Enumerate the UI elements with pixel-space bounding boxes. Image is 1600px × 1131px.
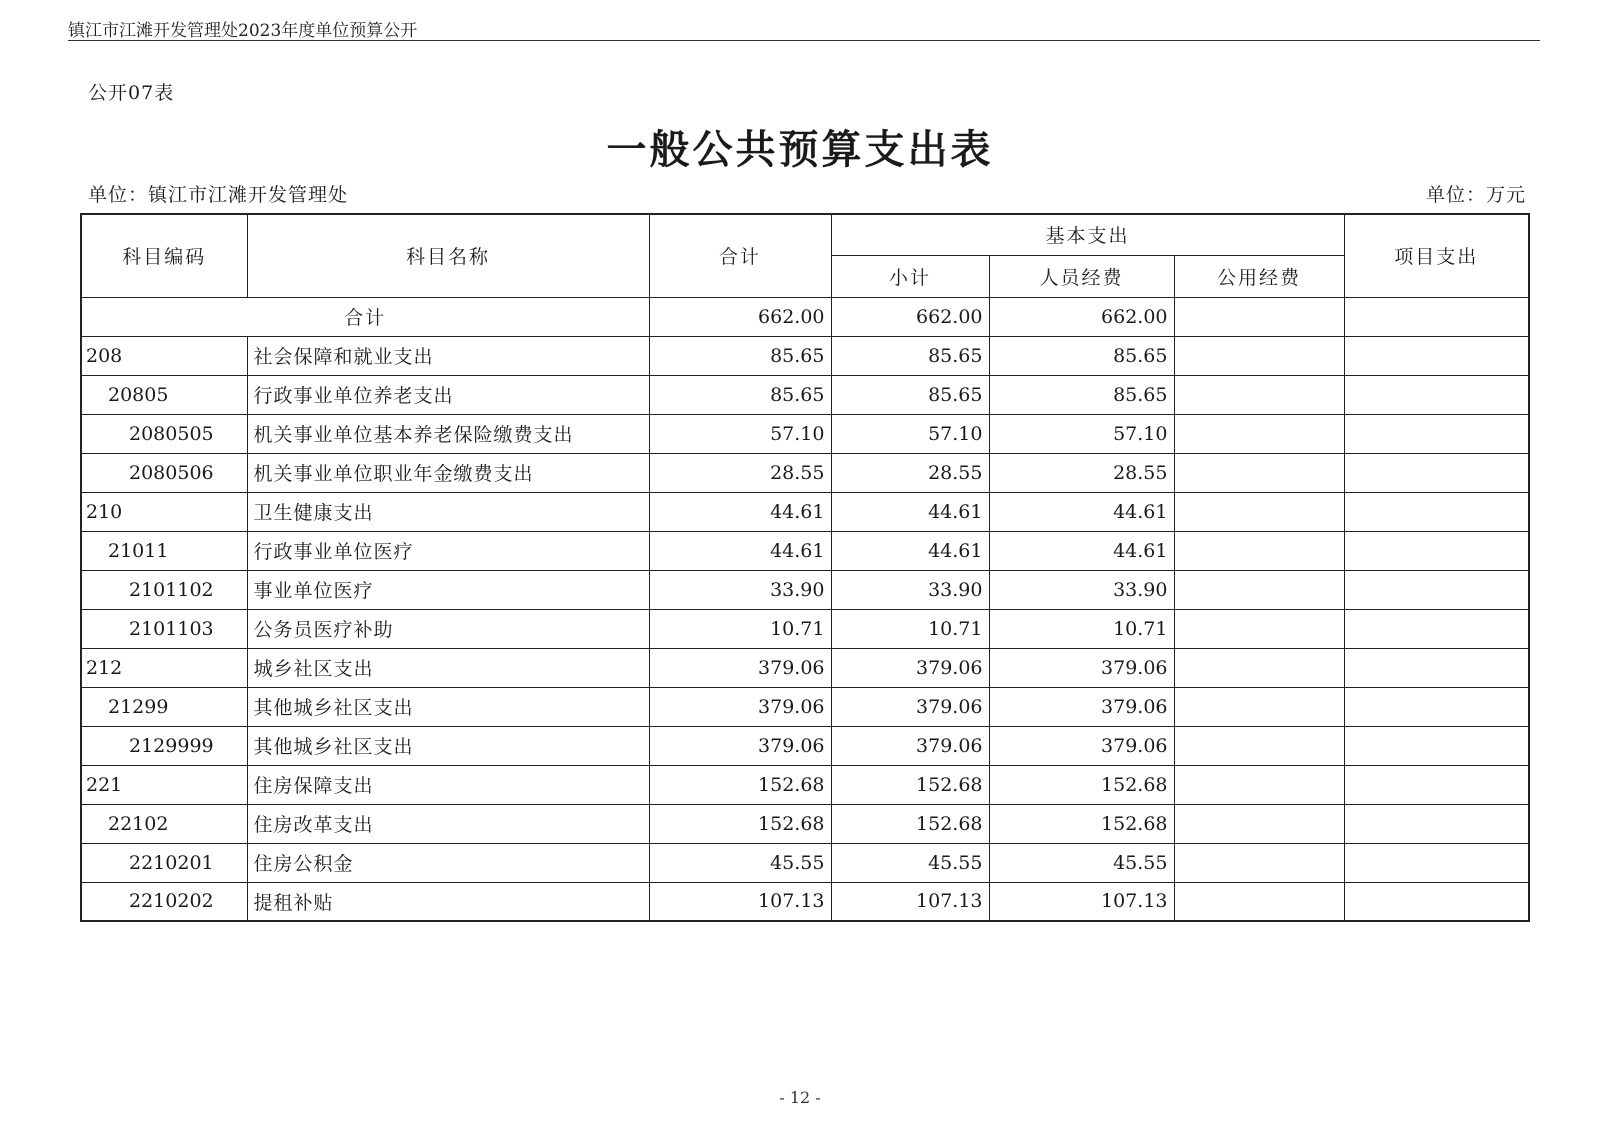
cell-subtotal: 57.10: [831, 414, 989, 453]
cell-personnel: 57.10: [989, 414, 1174, 453]
cell-name: 机关事业单位职业年金缴费支出: [247, 453, 649, 492]
budget-expenditure-table: [80, 213, 1530, 922]
cell-code: 2210201: [81, 843, 247, 882]
cell-name: 机关事业单位基本养老保险缴费支出: [247, 414, 649, 453]
cell-public: [1174, 648, 1344, 687]
cell-total: 28.55: [649, 453, 831, 492]
cell-public: [1174, 336, 1344, 375]
cell-public: [1174, 531, 1344, 570]
cell-subtotal: 152.68: [831, 765, 989, 804]
cell-total: 44.61: [649, 492, 831, 531]
cell-total: 33.90: [649, 570, 831, 609]
cell-code: 208: [81, 336, 247, 375]
table-row: [81, 531, 1529, 570]
cell-name: 城乡社区支出: [247, 648, 649, 687]
cell-personnel: 152.68: [989, 765, 1174, 804]
cell-total: 85.65: [649, 336, 831, 375]
cell-project: [1344, 570, 1529, 609]
cell-personnel: 44.61: [989, 492, 1174, 531]
header-public: 公用经费: [1174, 255, 1344, 297]
header-name: 科目名称: [247, 214, 649, 297]
cell-total: 57.10: [649, 414, 831, 453]
cell-public: [1174, 492, 1344, 531]
cell-total: 44.61: [649, 531, 831, 570]
table-row: [81, 687, 1529, 726]
cell-total: 152.68: [649, 804, 831, 843]
header-personnel: 人员经费: [989, 255, 1174, 297]
cell-code: 2080506: [81, 453, 247, 492]
cell-total: 379.06: [649, 648, 831, 687]
cell-name: 行政事业单位医疗: [247, 531, 649, 570]
unit-label: 单位：镇江市江滩开发管理处: [88, 184, 349, 206]
cell-personnel: 45.55: [989, 843, 1174, 882]
header-project: 项目支出: [1344, 214, 1529, 297]
table-row: [81, 609, 1529, 648]
cell-total: 152.68: [649, 765, 831, 804]
cell-personnel: 662.00: [989, 297, 1174, 336]
cell-name: 提租补贴: [247, 882, 649, 921]
cell-project: [1344, 609, 1529, 648]
table-row: [81, 648, 1529, 687]
page-number: - 12 -: [779, 1088, 821, 1107]
cell-subtotal: 44.61: [831, 492, 989, 531]
page-title: 一般公共预算支出表: [606, 126, 994, 173]
cell-code: 221: [81, 765, 247, 804]
cell-subtotal: 379.06: [831, 648, 989, 687]
cell-public: [1174, 375, 1344, 414]
cell-subtotal: 662.00: [831, 297, 989, 336]
cell-subtotal: 44.61: [831, 531, 989, 570]
cell-public: [1174, 297, 1344, 336]
cell-project: [1344, 804, 1529, 843]
cell-subtotal: 379.06: [831, 726, 989, 765]
cell-personnel: 107.13: [989, 882, 1174, 921]
cell-code: 212: [81, 648, 247, 687]
cell-project: [1344, 375, 1529, 414]
header-total: 合计: [649, 214, 831, 297]
cell-name: 行政事业单位养老支出: [247, 375, 649, 414]
cell-project: [1344, 336, 1529, 375]
table-row: [81, 804, 1529, 843]
cell-personnel: 152.68: [989, 804, 1174, 843]
cell-public: [1174, 453, 1344, 492]
cell-code: 20805: [81, 375, 247, 414]
cell-project: [1344, 882, 1529, 921]
cell-project: [1344, 687, 1529, 726]
table-row: [81, 414, 1529, 453]
cell-name: 住房公积金: [247, 843, 649, 882]
cell-code: 2101102: [81, 570, 247, 609]
cell-public: [1174, 414, 1344, 453]
header-subtotal: 小计: [831, 255, 989, 297]
cell-project: [1344, 492, 1529, 531]
cell-code: 21299: [81, 687, 247, 726]
cell-total: 662.00: [649, 297, 831, 336]
cell-total: 107.13: [649, 882, 831, 921]
cell-public: [1174, 765, 1344, 804]
cell-code: 22102: [81, 804, 247, 843]
currency-unit-label: 单位：万元: [1425, 184, 1526, 206]
cell-public: [1174, 843, 1344, 882]
table-row: [81, 843, 1529, 882]
table-code: 公开07表: [88, 82, 175, 104]
cell-personnel: 44.61: [989, 531, 1174, 570]
cell-personnel: 379.06: [989, 648, 1174, 687]
cell-code: 2210202: [81, 882, 247, 921]
cell-subtotal: 28.55: [831, 453, 989, 492]
total-label: 合计: [81, 297, 649, 336]
cell-project: [1344, 531, 1529, 570]
cell-code: 21011: [81, 531, 247, 570]
cell-project: [1344, 297, 1529, 336]
cell-subtotal: 10.71: [831, 609, 989, 648]
cell-public: [1174, 726, 1344, 765]
cell-name: 公务员医疗补助: [247, 609, 649, 648]
total-row: [81, 297, 1529, 336]
cell-code: 2129999: [81, 726, 247, 765]
cell-personnel: 379.06: [989, 687, 1174, 726]
cell-project: [1344, 648, 1529, 687]
table-row: [81, 882, 1529, 921]
cell-subtotal: 85.65: [831, 375, 989, 414]
header-code: 科目编码: [81, 214, 247, 297]
cell-personnel: 28.55: [989, 453, 1174, 492]
cell-personnel: 85.65: [989, 375, 1174, 414]
cell-total: 379.06: [649, 726, 831, 765]
cell-total: 45.55: [649, 843, 831, 882]
header-basic: 基本支出: [831, 214, 1344, 255]
cell-public: [1174, 882, 1344, 921]
table-row: [81, 765, 1529, 804]
cell-project: [1344, 726, 1529, 765]
cell-subtotal: 152.68: [831, 804, 989, 843]
cell-subtotal: 45.55: [831, 843, 989, 882]
cell-total: 85.65: [649, 375, 831, 414]
cell-subtotal: 107.13: [831, 882, 989, 921]
cell-subtotal: 33.90: [831, 570, 989, 609]
header-rule: [68, 40, 1540, 41]
cell-project: [1344, 453, 1529, 492]
cell-personnel: 10.71: [989, 609, 1174, 648]
table-row: [81, 726, 1529, 765]
cell-subtotal: 85.65: [831, 336, 989, 375]
cell-public: [1174, 609, 1344, 648]
cell-personnel: 85.65: [989, 336, 1174, 375]
cell-name: 住房改革支出: [247, 804, 649, 843]
cell-name: 社会保障和就业支出: [247, 336, 649, 375]
table-row: [81, 570, 1529, 609]
cell-public: [1174, 687, 1344, 726]
table-row: [81, 492, 1529, 531]
cell-name: 事业单位医疗: [247, 570, 649, 609]
cell-subtotal: 379.06: [831, 687, 989, 726]
cell-name: 其他城乡社区支出: [247, 726, 649, 765]
cell-personnel: 379.06: [989, 726, 1174, 765]
table-row: [81, 336, 1529, 375]
running-header: 镇江市江滩开发管理处2023年度单位预算公开: [68, 21, 418, 41]
cell-name: 住房保障支出: [247, 765, 649, 804]
table-row: [81, 375, 1529, 414]
cell-name: 其他城乡社区支出: [247, 687, 649, 726]
cell-project: [1344, 414, 1529, 453]
cell-name: 卫生健康支出: [247, 492, 649, 531]
table-row: [81, 453, 1529, 492]
cell-public: [1174, 570, 1344, 609]
cell-project: [1344, 765, 1529, 804]
cell-code: 2080505: [81, 414, 247, 453]
cell-total: 10.71: [649, 609, 831, 648]
cell-code: 210: [81, 492, 247, 531]
cell-public: [1174, 804, 1344, 843]
cell-total: 379.06: [649, 687, 831, 726]
cell-project: [1344, 843, 1529, 882]
cell-personnel: 33.90: [989, 570, 1174, 609]
cell-code: 2101103: [81, 609, 247, 648]
